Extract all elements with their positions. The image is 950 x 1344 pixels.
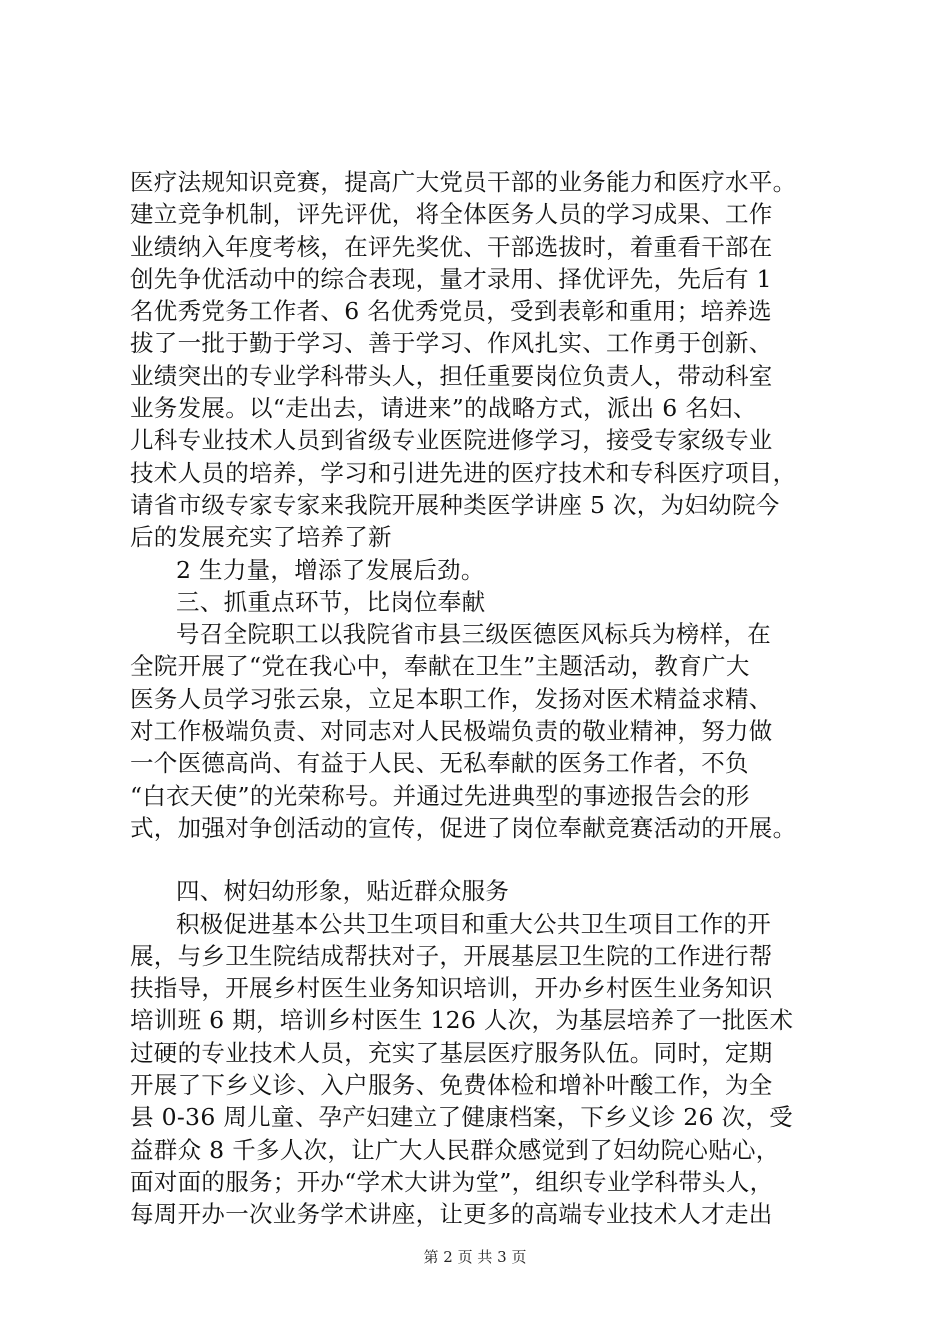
- text-line: 业务发展。以“走出去，请进来”的战略方式，派出 6 名妇、: [130, 394, 757, 423]
- page-footer: [0, 1247, 950, 1267]
- text-line: 每周开办一次业务学术讲座，让更多的高端专业技术人才走出: [130, 1200, 773, 1229]
- text-line: 医疗法规知识竞赛，提高广大党员干部的业务能力和医疗水平。: [130, 168, 797, 196]
- text-line: 益群众 8 千多人次，让广大人民群众感觉到了妇幼院心贴心，: [130, 1135, 780, 1164]
- text-line: 技术人员的培养，学习和引进先进的医疗技术和专科医疗项目，: [130, 458, 797, 487]
- document-body: [130, 166, 850, 1231]
- text-line: 医务人员学习张云泉，立足本职工作，发扬对医术精益求精、: [130, 684, 773, 713]
- text-line: 面对面的服务；开办“学术大讲为堂”，组织专业学科带头人，: [130, 1167, 774, 1196]
- text-line: 县 0-36 周儿童、孕产妇建立了健康档案，下乡义诊 26 次，受: [130, 1103, 793, 1132]
- paragraph-gap: [130, 844, 850, 875]
- section-heading: 四、树妇幼形象，贴近群众服务: [176, 877, 510, 906]
- text-line: 业绩突出的专业学科带头人，担任重要岗位负责人，带动科室: [130, 361, 773, 390]
- page-number-label: 第 2 页 共 3 页: [423, 1248, 527, 1266]
- paragraph-start-line: 号召全院职工以我院省市县三级医德医风标兵为榜样，在: [176, 620, 771, 649]
- text-line: 名优秀党务工作者、6 名优秀党员，受到表彰和重用；培养选: [130, 297, 772, 326]
- text-line: 请省市级专家专家来我院开展种类医学讲座 5 次，为妇幼院今: [130, 490, 780, 519]
- text-line: 扶指导，开展乡村医生业务知识培训，开办乡村医生业务知识: [130, 974, 773, 1003]
- text-line: “白衣天使”的光荣称号。并通过先进典型的事迹报告会的形: [130, 781, 750, 810]
- text-line: 建立竞争机制，评先评优，将全体医务人员的学习成果、工作: [130, 200, 773, 229]
- text-line: 创先争优活动中的综合表现，量才录用、择优评先，先后有 1: [130, 264, 772, 293]
- text-line: 业绩纳入年度考核，在评先奖优、干部选拔时，着重看干部在: [130, 232, 773, 261]
- text-line: 一个医德高尚、有益于人民、无私奉献的医务工作者，不负: [130, 749, 749, 778]
- section-heading: 三、抓重点环节，比岗位奉献: [176, 587, 486, 616]
- text-line: 对工作极端负责、对同志对人民极端负责的敬业精神，努力做: [130, 717, 773, 746]
- text-line: 开展了下乡义诊、入户服务、免费体检和增补叶酸工作，为全: [130, 1071, 773, 1100]
- text-line: 展，与乡卫生院结成帮扶对子，开展基层卫生院的工作进行帮: [130, 941, 773, 970]
- text-line: 2 生力量，增添了发展后劲。: [176, 555, 485, 584]
- paragraph-start-line: 积极促进基本公共卫生项目和重大公共卫生项目工作的开: [176, 909, 771, 938]
- text-line: 拔了一批于勤于学习、善于学习、作风扎实、工作勇于创新、: [130, 329, 773, 358]
- text-line: 全院开展了“党在我心中，奉献在卫生”主题活动，教育广大: [130, 652, 750, 681]
- text-line: 式，加强对争创活动的宣传，促进了岗位奉献竞赛活动的开展。: [130, 813, 797, 842]
- text-line: 儿科专业技术人员到省级专业医院进修学习，接受专家级专业: [130, 426, 773, 455]
- text-line: 过硬的专业技术人员，充实了基层医疗服务队伍。同时，定期: [130, 1038, 773, 1067]
- text-line: 培训班 6 期，培训乡村医生 126 人次，为基层培养了一批医术: [130, 1006, 794, 1035]
- text-line: 后的发展充实了培养了新: [130, 523, 392, 552]
